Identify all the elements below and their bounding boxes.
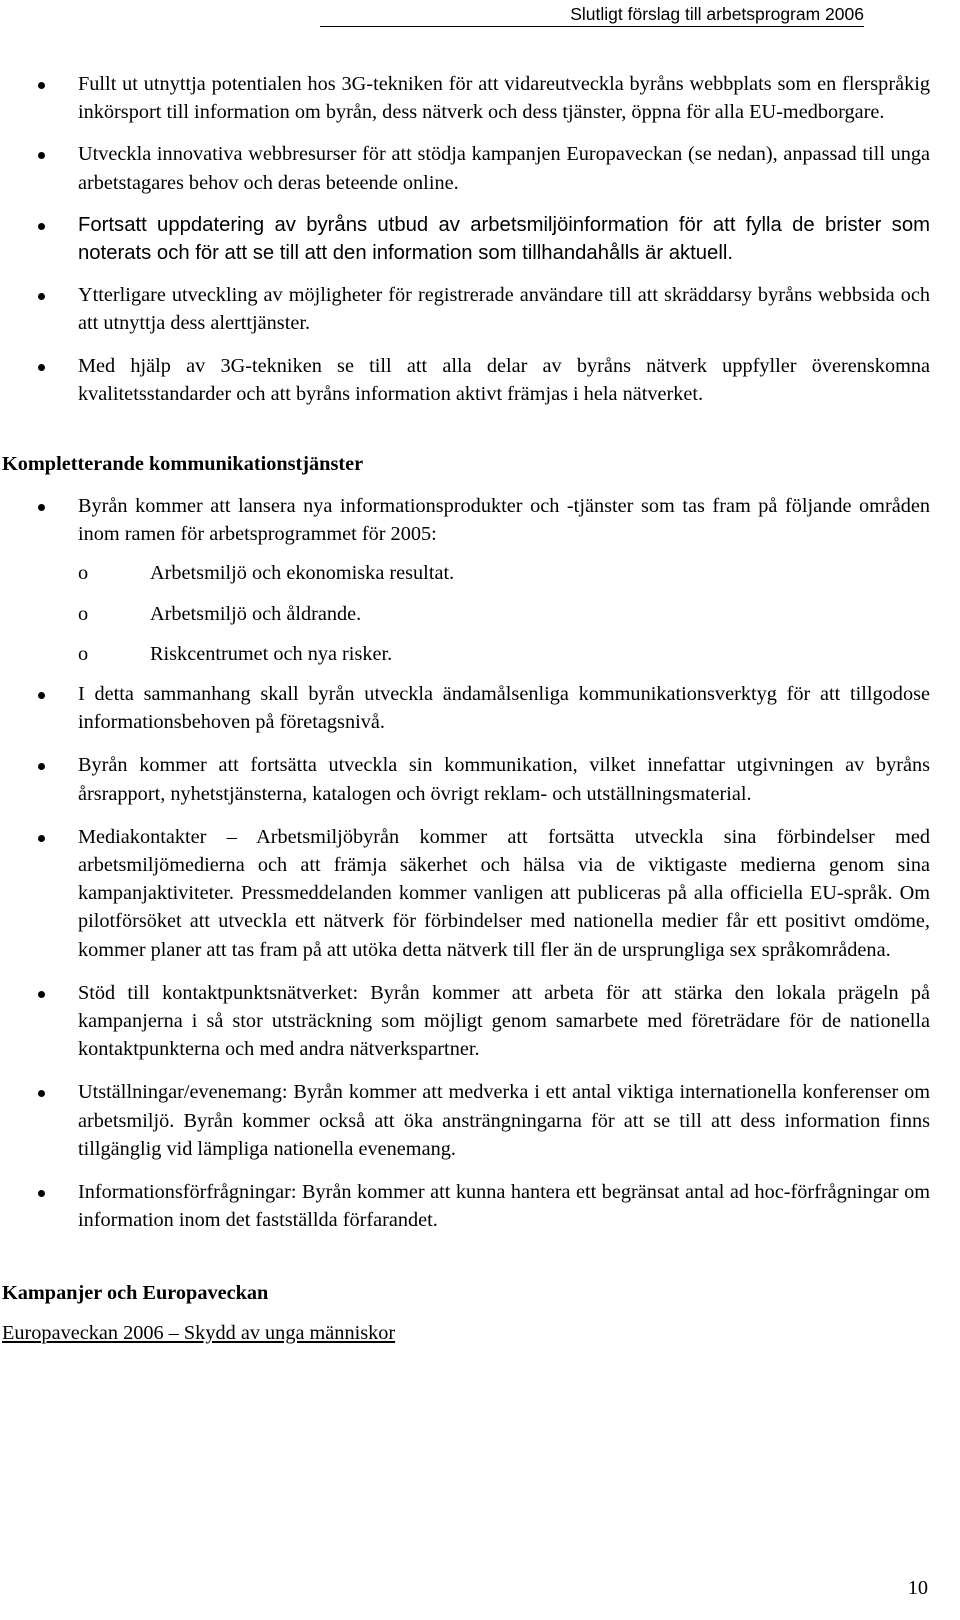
sub-list-item-text: Arbetsmiljö och åldrande. [150,602,362,625]
bullet-icon [38,223,45,230]
circle-bullet-icon: o [78,642,89,665]
sub-list [78,559,930,668]
section-subheading-europe-week: Europaveckan 2006 – Skydd av unga människor [2,1321,396,1344]
header-title: Slutligt förslag till arbetsprogram 2006 [570,4,864,24]
bullet-icon [38,692,45,699]
section-heading-communication-services: Kompletterande kommunikationstjänster [2,453,364,476]
list-item-text: Byrån kommer att fortsätta utveckla sin kommunikation, vilket innefattar utgivningen av byråns årsrapport, nyhetstjänsterna, katalogen och övrigt reklam- och utställningsmaterial. [78,754,930,805]
list-item [2,751,930,807]
bullet-icon [38,82,45,89]
list-item [2,1178,930,1234]
list-item-text: Fortsatt uppdatering av byråns utbud av arbetsmiljöinformation för att fylla de brister som noterats och för att se till att den information som tillhandahålls är aktuell. [78,213,930,265]
running-header [320,2,864,27]
section-heading-campaigns: Kampanjer och Europaveckan [2,1281,269,1304]
sub-list-item-text: Riskcentrumet och nya risker. [150,642,393,665]
list-item-text: Utveckla innovativa webbresurser för att stödja kampanjen Europaveckan (se nedan), anpassad till unga arbetstagares behov och deras beteende online. [78,143,930,194]
bullet-icon [38,991,45,998]
sub-list-item-text: Arbetsmiljö och ekonomiska resultat. [150,562,455,585]
circle-bullet-icon: o [78,562,89,585]
list-item [2,1078,930,1163]
list-item [2,823,930,964]
list-item-text: I detta sammanhang skall byrån utveckla ändamålsenliga kommunikationsverktyg för att tillgodose informationsbehoven på företagsnivå. [78,683,930,734]
bullet-icon [38,364,45,371]
list-item-text: Utställningar/evenemang: Byrån kommer att medverka i ett antal viktiga internationella konferenser om arbetsmiljö. Byrån kommer också att öka ansträngningarna för att se till att dess information finns tillgänglig vid lämpliga nationella evenemang. [78,1081,930,1160]
list-item-text: Med hjälp av 3G-tekniken se till att alla delar av byråns nätverk uppfyller överenskomna kvalitetsstandarder och att byråns information aktivt främjas i hela nätverket. [78,354,930,405]
page-number: 10 [907,1577,928,1599]
list-item [2,211,930,267]
list-item-text: Stöd till kontaktpunktsnätverket: Byrån kommer att arbeta för att stärka den lokala prägeln på kampanjerna i så stor utsträckning som möjligt genom samarbete med företrädare för de nationella kontaktpunkterna och med andra nätverkspartner. [78,981,930,1061]
page-body [2,70,930,1347]
list-item-text: Byrån kommer att lansera nya informationsprodukter och -tjänster som tas fram på följande områden inom ramen för arbetsprogrammet för 2005: [78,495,930,546]
list-item [2,352,930,408]
list-item-text: Mediakontakter – Arbetsmiljöbyrån kommer att fortsätta utveckla sina förbindelser med arbetsmiljömedierna och att främja säkerhet och hälsa via de viktigaste medierna genom sina kampanjaktiviteter. Pressmeddelanden kommer vanligen att publiceras på alla officiella EU-språk. Om pilotförsöket att utveckla ett nätverk för förbindelser med nationella medier får ett positivt omdöme, kommer planer att tas fram på att utöka detta nätverk till fler än de ursprungliga sex språkområdena. [78,825,930,961]
list-item [2,492,930,668]
circle-bullet-icon: o [78,602,89,625]
sub-list-item [2,600,930,628]
list-item [2,680,930,736]
list-item [2,140,930,196]
bullet-icon [38,1090,45,1097]
sub-list-item [2,559,930,587]
list-item-text: Informationsförfrågningar: Byrån kommer att kunna hantera ett begränsat antal ad hoc-förfrågningar om information inom det fastställda förfarandet. [78,1181,930,1232]
bullet-icon [38,763,45,770]
webservices-bullet-list [2,70,930,408]
list-item [2,979,930,1064]
bullet-icon [38,835,45,842]
list-item-text: Ytterligare utveckling av möjligheter för registrerade användare till att skräddarsy byråns webbsida och att utnyttja dess alerttjänster. [78,284,930,335]
bullet-icon [38,1190,45,1197]
communication-bullet-list [2,492,930,1234]
bullet-icon [38,293,45,300]
bullet-icon [38,152,45,159]
list-item-text: Fullt ut utnyttja potentialen hos 3G-tekniken för att vidareutveckla byråns webbplats som en flerspråkig inkörsport till information om byrån, dess nätverk och dess tjänster, öppna för alla EU-medborgare. [78,73,930,124]
bullet-icon [38,504,45,511]
list-item [2,281,930,337]
sub-list-item [2,640,930,668]
list-item [2,70,930,126]
